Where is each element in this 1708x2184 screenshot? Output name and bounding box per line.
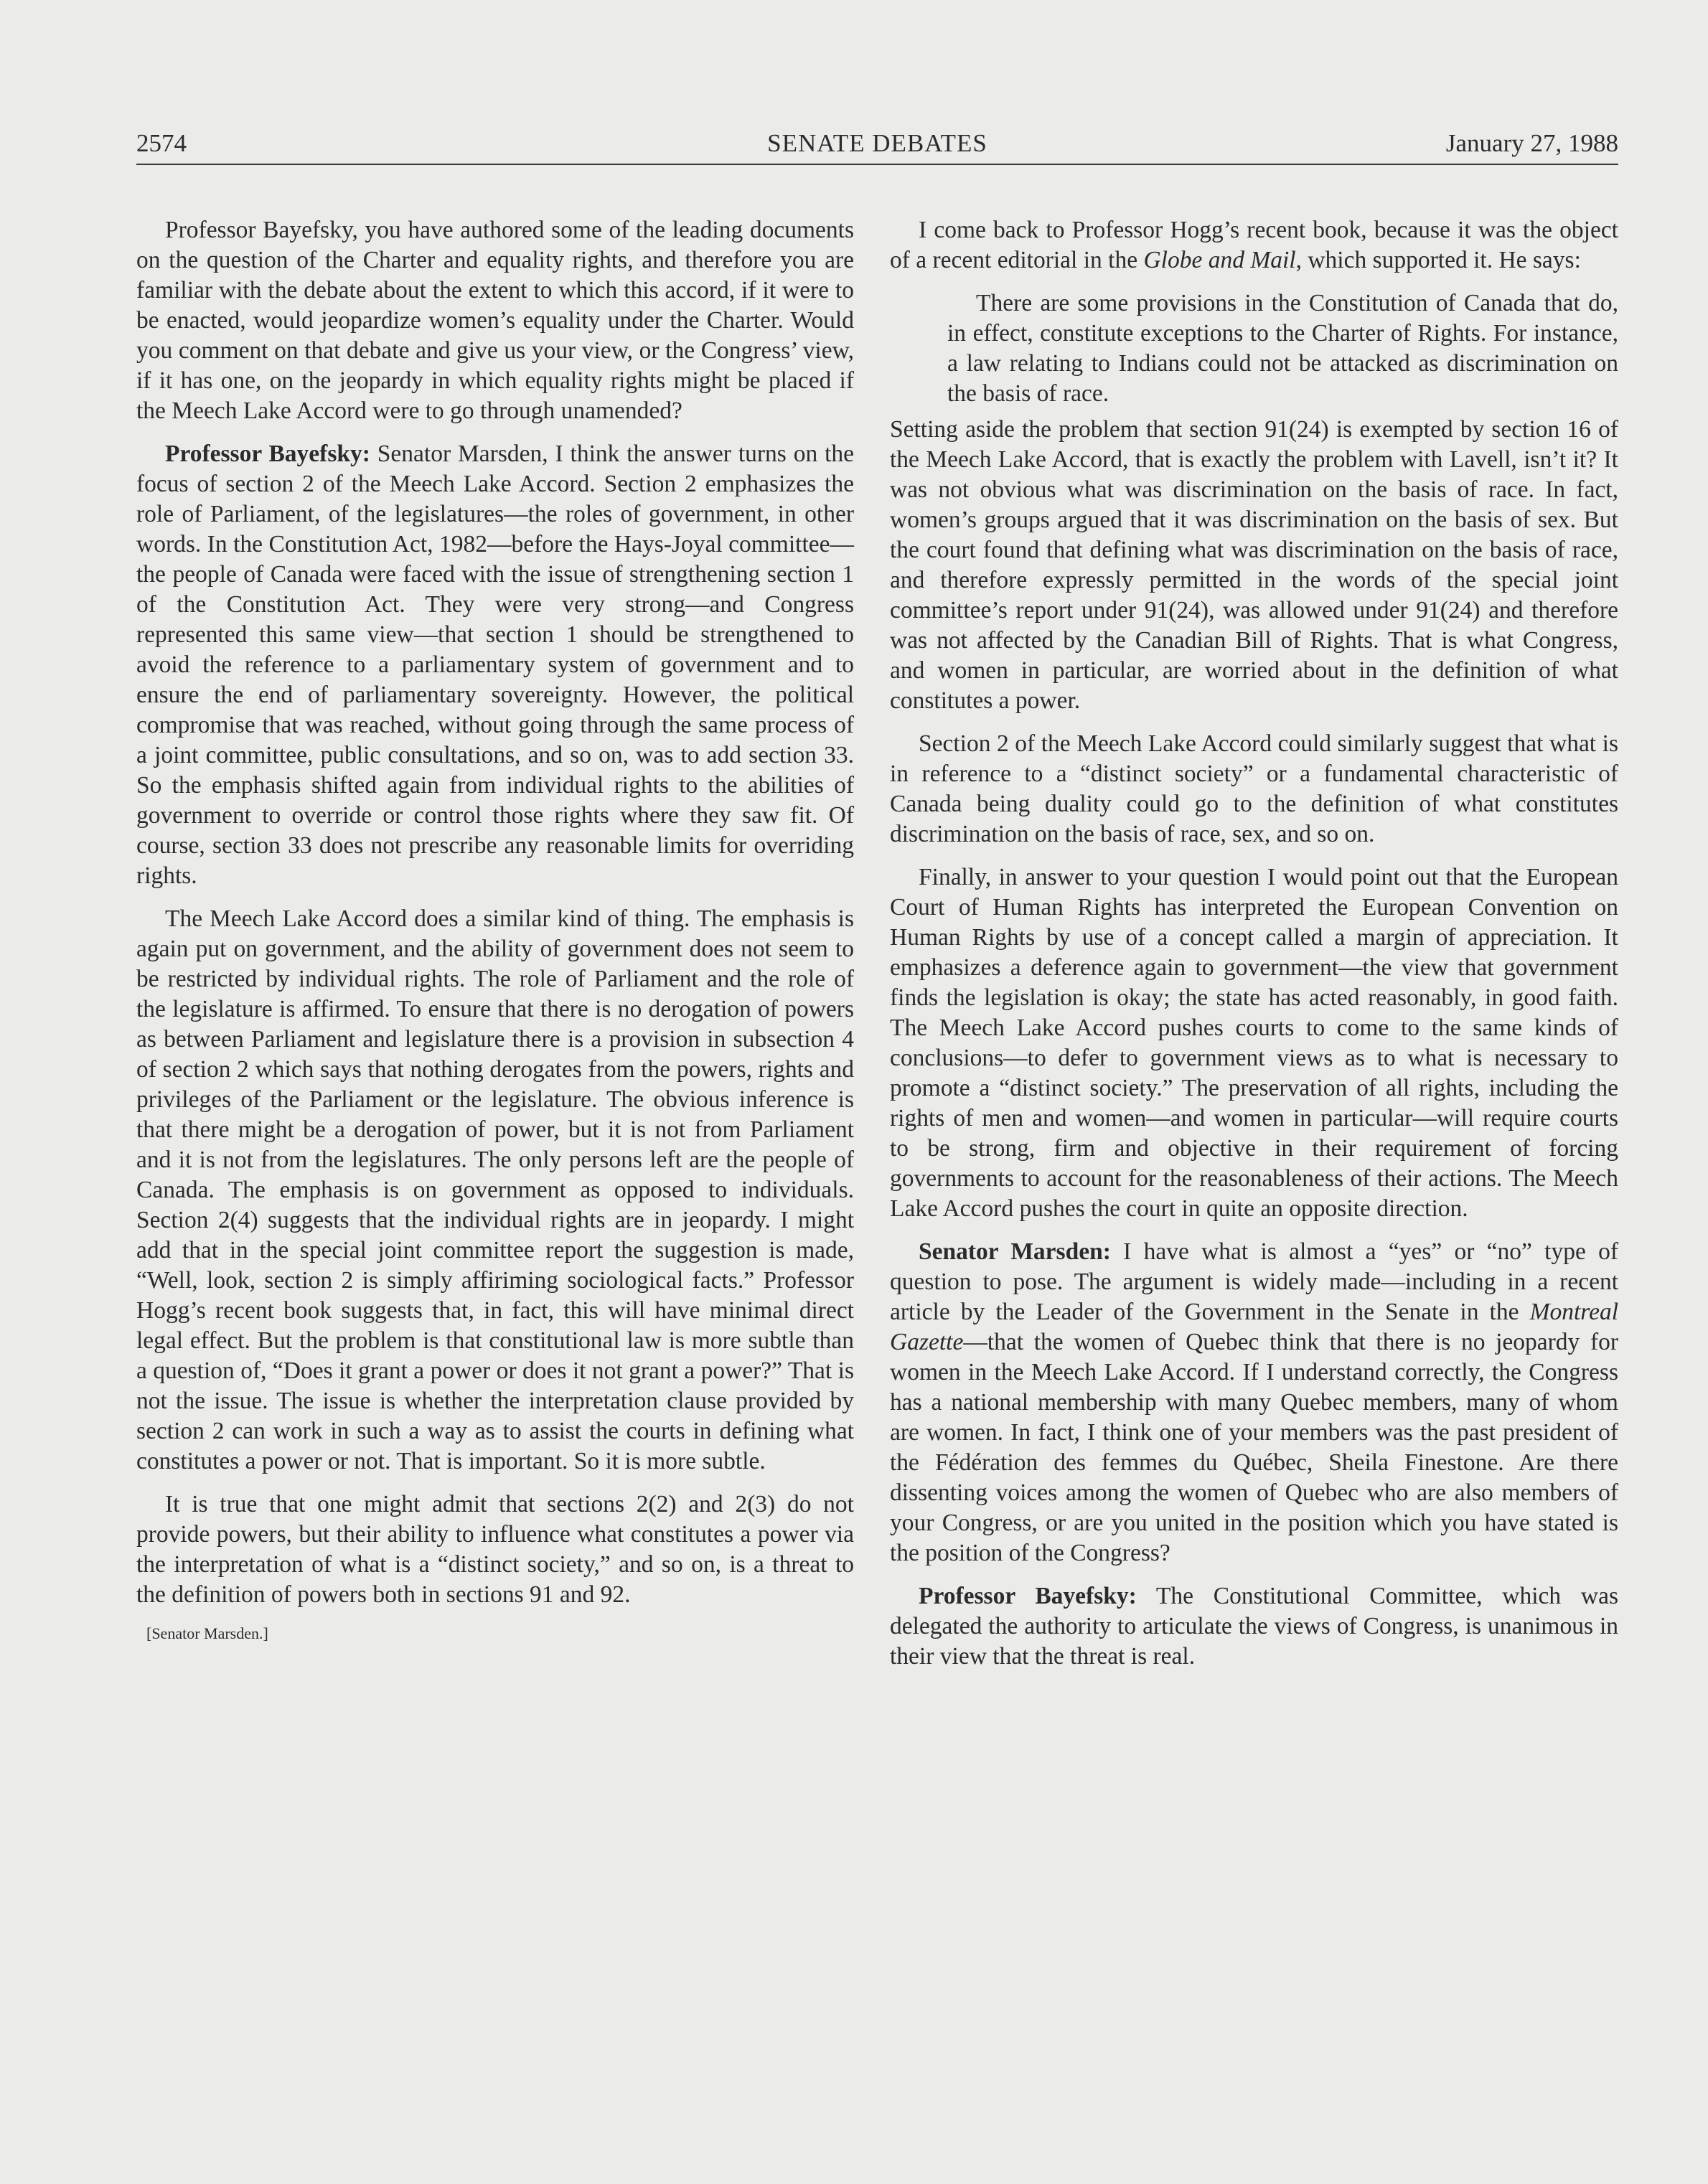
publication-title: SENATE DEBATES xyxy=(767,129,987,157)
paragraph-hogg-book xyxy=(890,215,1618,276)
paragraph-bayefsky-answer xyxy=(136,439,854,891)
paragraph-marsden-question xyxy=(890,1237,1618,1568)
newspaper-title: Montreal Gazette xyxy=(890,1299,1618,1355)
left-column xyxy=(136,215,854,1644)
paragraph-question-bayefsky: Professor Bayefsky, you have authored some of the leading documents on the question of the Charter and equality rights, and therefore you are familiar with the debate about the extent to which this accord, if it were to be enacted, would jeopardize women’s equality under the Charter. Would you comment on that debate and give us your view, or the Congress’ view, if it has one, on the jeopardy in which equality rights might be placed if the Meech Lake Accord were to go through unamended? xyxy=(136,217,854,424)
speech-text: I have what is almost a “yes” or “no” type of question to pose. The argument is widely made—including in a recent article by the Leader of the Government in the Senate in the xyxy=(890,1238,1618,1325)
speech-text: Senator Marsden, I think the answer turns on the focus of section 2 of the Meech Lake Accord. Section 2 emphasizes the role of Parliament, of the legislatures—the roles of government, in other words. In the Constitution Act, 1982—before the Hays-Joyal committee—the people of Canada were faced with the issue of strengthening section 1 of the Constitution Act. They were very strong—and Congress represented this same view—that section 1 should be strengthened to avoid the reference to a parliamentary system of government and to ensure the end of parliamentary sovereignty. However, the political compromise that was reached, without going through the same process of a joint committee, public consultations, and so on, was to add section 33. So the emphasis shifted again from individual rights to the abilities of government to override or control those rights where they saw fit. Of course, section 33 does not prescribe any reasonable limits for overriding rights. xyxy=(136,441,854,889)
text-run: I come back to Professor Hogg’s recent book, because it was the object of a recent editorial in the xyxy=(890,217,1618,273)
paragraph-distinct-society: Section 2 of the Meech Lake Accord could similarly suggest that what is in reference to a “distinct society” or a fundamental characteristic of Canada being duality could go to the definition of what constitutes discrimination on the basis of race, sex, and so on. xyxy=(890,730,1618,847)
paragraph-lavell: Setting aside the problem that section 91(24) is exempted by section 16 of the Meech Lake Accord, that is exactly the problem with Lavell, isn’t it? It was not obvious what was discrimination on the basis of race. In fact, women’s groups argued that it was discrimination on the basis of sex. But the court found that defining what was discrimination on the basis of race, and therefore expressly permitted in the words of the special joint committee’s report under 91(24), was allowed under 91(24) and therefore was not affected by the Canadian Bill of Rights. That is what Congress, and women in particular, are worried about in the definition of what constitutes a power. xyxy=(890,416,1618,714)
paragraph-european-court: Finally, in answer to your question I would point out that the European Court of Human Rights has interpreted the European Convention on Human Rights by use of a concept called a margin of appreciation. It emphasizes a deference again to government—the view that government finds the legislation is okay; the state has acted reasonably, in good faith. The Meech Lake Accord pushes courts to come to the same kinds of conclusions—to defer to government views as to what is necessary to promote a “distinct society.” The preservation of all rights, including the rights of men and women—and women in particular—will require courts to be strong, firm and objective in their requirement of forcing governments to account for the reasonableness of their actions. The Meech Lake Accord pushes the court in quite an opposite direction. xyxy=(890,864,1618,1222)
speaker-name: Senator Marsden: xyxy=(919,1238,1111,1265)
block-quotation: There are some provisions in the Constitution of Canada that do, in effect, constitute exceptions to the Charter of Rights. For instance, a law relating to Indians could not be attacked as discrimination on the basis of race. xyxy=(947,290,1618,407)
publication-date: January 27, 1988 xyxy=(1445,129,1618,157)
paragraph-sections: It is true that one might admit that sections 2(2) and 2(3) do not provide powers, but their ability to influence what constitutes a power via the interpretation of what is a “distinct society,” and so on, is a threat to the definition of powers both in sections 91 and 92. xyxy=(136,1491,854,1608)
page-header xyxy=(136,123,1618,165)
speaker-name: Professor Bayefsky: xyxy=(919,1583,1137,1609)
speaker-attribution: [Senator Marsden.] xyxy=(146,1624,268,1642)
paragraph-meech-lake: The Meech Lake Accord does a similar kind of thing. The emphasis is again put on government, and the ability of government does not seem to be restricted by individual rights. The role of Parliament and the role of the legislature is affirmed. To ensure that there is no derogation of powers as between Parliament and legislature there is a provision in subsection 4 of section 2 which says that nothing derogates from the powers, rights and privileges of the Parliament or the legislature. The obvious inference is that there might be a derogation of power, but it is not from Parliament and it is not from the legislatures. The only persons left are the people of Canada. The emphasis is on government as opposed to individuals. Section 2(4) suggests that the individual rights are in jeopardy. I might add that in the special joint committee report the suggestion is made, “Well, look, section 2 is simply affiriming sociological facts.” Professor Hogg’s recent book suggests that, in fact, this will have minimal direct legal effect. But the problem is that constitutional law is more subtle than a question of, “Does it grant a power or does it not grant a power?” That is not the issue. The issue is whether the interpretation clause provided by section 2 can work in such a way as to assist the courts in defining what constitutes a power or not. That is important. So it is more subtle. xyxy=(136,905,854,1474)
page-number: 2574 xyxy=(136,129,187,157)
right-column xyxy=(890,215,1618,1685)
newspaper-title: Globe and Mail xyxy=(1143,247,1296,273)
paragraph-bayefsky-reply xyxy=(890,1581,1618,1672)
speech-text: —that the women of Quebec think that there is no jeopardy for women in the Meech Lake Accord. If I understand correctly, the Congress has a national membership with many Quebec members, many of whom are women. In fact, I think one of your members was the past president of the Fédération des femmes du Québec, Sheila Finestone. Are there dissenting voices among the women of Quebec who are also members of your Congress, or are you united in the position which you have stated is the position of the Congress? xyxy=(890,1329,1618,1566)
speaker-name: Professor Bayefsky: xyxy=(165,441,370,467)
speech-text: The Constitutional Committee, which was delegated the authority to articulate the views of Congress, is unanimous in their view that the threat is real. xyxy=(890,1583,1618,1670)
text-run: , which supported it. He says: xyxy=(1295,247,1581,273)
